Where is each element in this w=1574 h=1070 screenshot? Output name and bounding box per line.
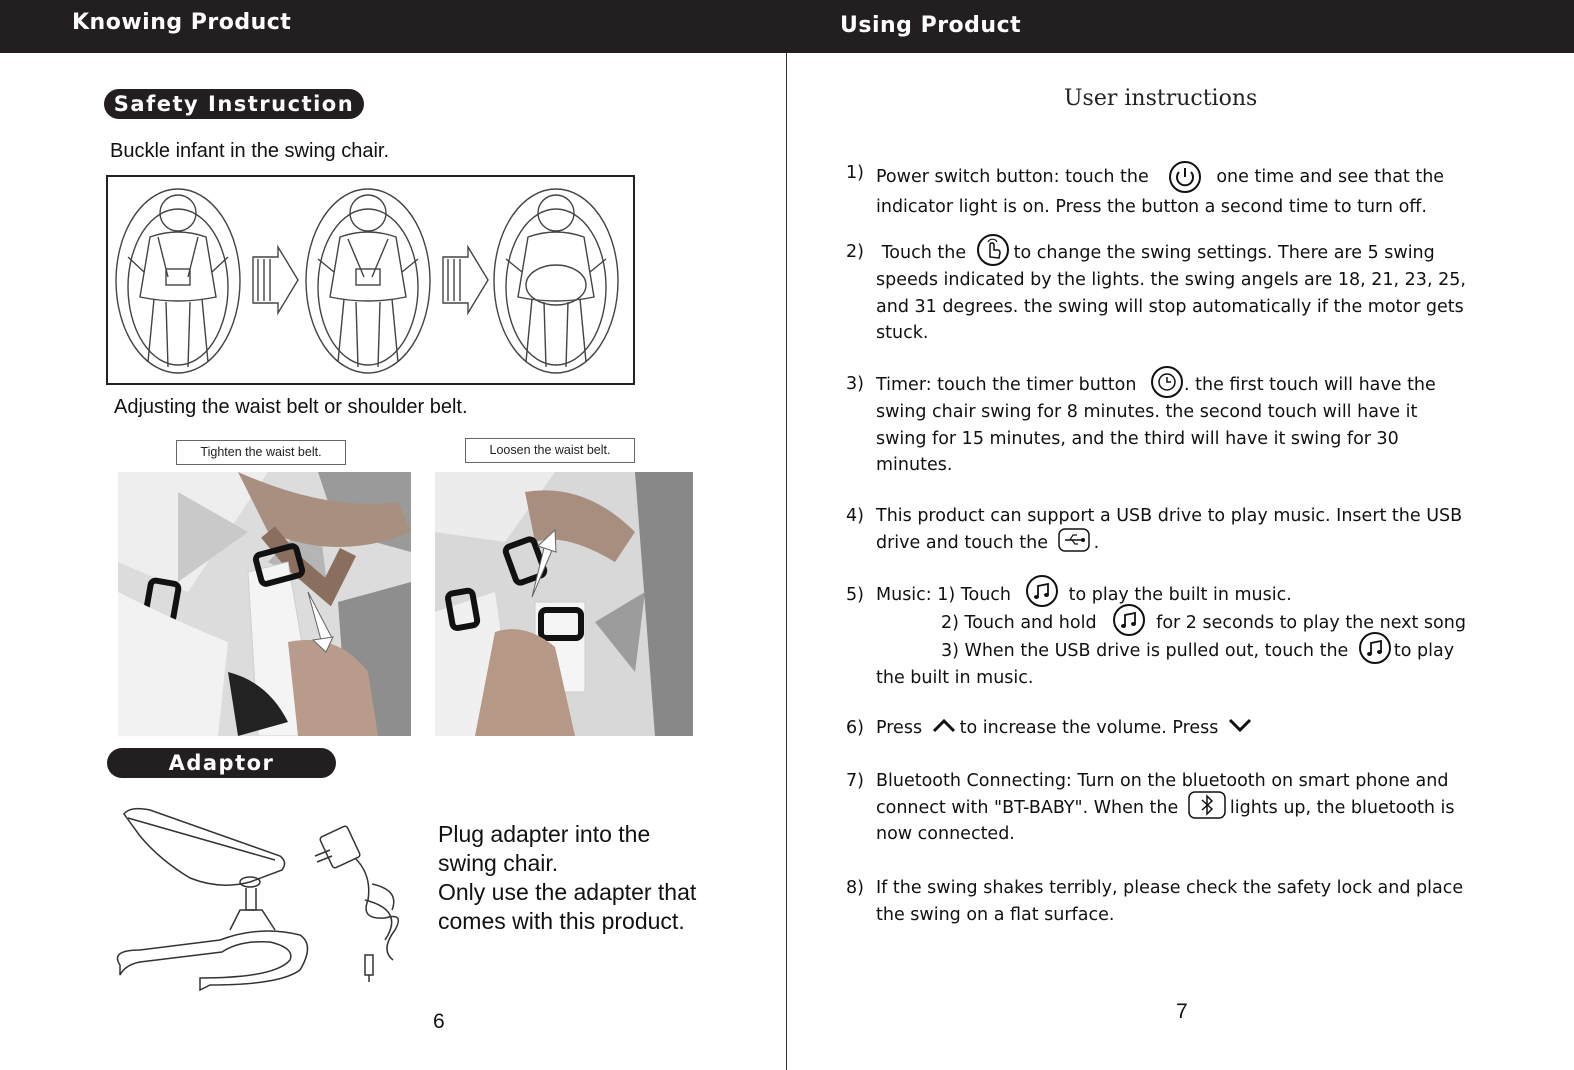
step-number: 2) xyxy=(846,242,864,262)
step-text: for 2 seconds to play the next song xyxy=(1156,612,1466,633)
step-text: Touch the xyxy=(881,243,967,263)
step-text: . xyxy=(1093,532,1100,553)
step-8 xyxy=(846,875,1506,928)
left-header-title: Knowing Product xyxy=(72,10,292,35)
step-text: to increase the xyxy=(959,718,1091,738)
buckle-caption: Buckle infant in the swing chair. xyxy=(110,140,390,162)
step-text: lights up, the bluetooth is xyxy=(1229,797,1455,818)
adjust-caption: Adjusting the waist belt or shoulder belt. xyxy=(114,396,468,418)
adaptor-illustration xyxy=(110,800,410,995)
loosen-belt-photo xyxy=(435,472,693,736)
baby-figure-partial xyxy=(306,189,430,373)
step-7 xyxy=(846,768,1506,848)
step-text: 3) When the USB drive is pulled out, touch the xyxy=(941,640,1349,661)
step-number: 3) xyxy=(846,374,864,394)
step-text: to play xyxy=(1393,640,1455,661)
safety-instruction-heading: Safety Instruction xyxy=(104,89,364,119)
step-text: drive and touch the xyxy=(876,532,1048,553)
step-number: 7) xyxy=(846,771,864,791)
step-4 xyxy=(846,503,1506,556)
step-text: connect with "BT-BABY". When the xyxy=(876,797,1179,818)
step-text: If the swing shakes terribly, please check the safety lock and place xyxy=(876,878,1464,898)
right-page-number: 7 xyxy=(1176,1000,1188,1023)
baby-figure-unbuckled xyxy=(116,189,240,373)
step-text: stuck. xyxy=(876,323,929,343)
step-text: indicator light is on. Press the button a second time to turn off. xyxy=(876,197,1427,217)
right-header-title: Using Product xyxy=(840,13,1022,38)
step-5 xyxy=(846,582,1506,691)
step-text: Timer: touch the timer button xyxy=(876,375,1137,395)
arrow-right-2 xyxy=(443,247,488,313)
step-text: Bluetooth Connecting: Turn on the bluetooth on smart phone and xyxy=(876,771,1449,791)
baby-figure-buckled xyxy=(494,189,618,373)
chevron-down-icon xyxy=(1228,717,1252,733)
music-note-icon xyxy=(1358,631,1392,665)
step-text: Press xyxy=(876,718,923,738)
tighten-belt-photo xyxy=(118,472,411,736)
music-note-icon xyxy=(1025,574,1059,608)
step-text: . the first touch will have the xyxy=(1184,375,1436,395)
arrow-right-1 xyxy=(253,247,298,313)
plug-adapter-text xyxy=(438,820,748,936)
plug-text-line: Plug adapter into the xyxy=(438,821,651,847)
step-text: minutes. xyxy=(876,455,953,475)
step-text: Music: 1) Touch xyxy=(876,585,1012,605)
chevron-up-icon xyxy=(932,717,956,733)
step-text: 2) Touch and hold xyxy=(941,612,1097,633)
step-3 xyxy=(846,371,1506,479)
adaptor-heading: Adaptor xyxy=(107,748,336,778)
step-text: and 31 degrees. the swing will stop automatically if the motor gets xyxy=(876,296,1464,317)
step-text: This product can support a USB drive to play music. Insert the USB xyxy=(876,506,1463,526)
user-instructions-title: User instructions xyxy=(1064,86,1258,111)
step-text: volume. Press xyxy=(1096,718,1219,738)
music-note-icon xyxy=(1112,603,1146,637)
step-text: swing chair swing for 8 minutes. the second touch will have it xyxy=(876,402,1418,422)
usb-icon xyxy=(1058,528,1090,552)
tighten-label: Tighten the waist belt. xyxy=(176,440,346,465)
step-text: one time and see that the xyxy=(1216,167,1445,187)
step-text: to play the built in music. xyxy=(1068,585,1292,605)
buckle-illustration xyxy=(106,175,635,385)
step-text: the built in music. xyxy=(876,667,1034,688)
plug-text-line: comes with this product. xyxy=(438,908,685,934)
step-number: 8) xyxy=(846,878,864,898)
step-2 xyxy=(846,239,1506,347)
step-text: speeds indicated by the lights. the swing angels are 18, 21, 23, 25, xyxy=(876,270,1466,290)
step-6 xyxy=(846,715,1506,742)
step-number: 6) xyxy=(846,718,864,738)
step-number: 4) xyxy=(846,506,864,526)
step-1 xyxy=(846,160,1506,221)
step-text: Power switch button: touch the xyxy=(876,167,1149,187)
page-divider xyxy=(786,53,787,1070)
step-text: to change the swing settings. There are 5 swing xyxy=(1013,243,1435,263)
swing-touch-icon xyxy=(976,233,1010,267)
power-icon xyxy=(1168,160,1202,194)
step-text: now connected. xyxy=(876,824,1015,844)
step-number: 5) xyxy=(846,585,864,605)
step-number: 1) xyxy=(846,163,864,183)
loosen-label: Loosen the waist belt. xyxy=(465,438,635,463)
plug-text-line: swing chair. xyxy=(438,850,559,876)
step-text: the swing on a flat surface. xyxy=(876,904,1115,925)
left-page-number: 6 xyxy=(433,1010,445,1033)
step-text: swing for 15 minutes, and the third will have it swing for 30 xyxy=(876,428,1399,449)
bluetooth-icon xyxy=(1188,791,1226,819)
timer-icon xyxy=(1150,365,1184,399)
plug-text-line: Only use the adapter that xyxy=(438,879,697,905)
